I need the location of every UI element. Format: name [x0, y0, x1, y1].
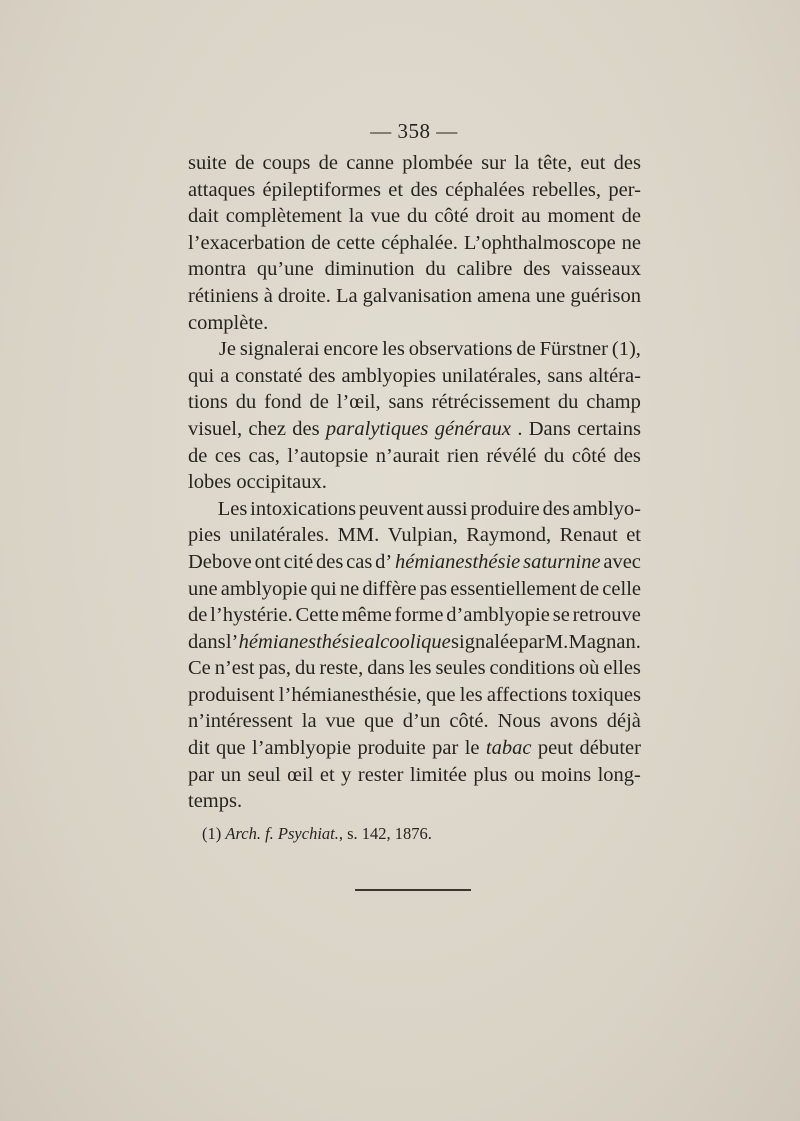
- word: dit: [188, 737, 210, 760]
- word: limitée: [409, 763, 467, 786]
- word: amena: [477, 284, 531, 307]
- word: seules: [435, 657, 486, 680]
- word: l’œil,: [336, 391, 381, 414]
- footnote: [202, 824, 432, 844]
- word: l’autopsie: [287, 444, 369, 467]
- word: sur: [481, 152, 507, 174]
- text-line: [188, 256, 641, 283]
- italic-word: saturnine: [523, 550, 601, 573]
- word: elles: [603, 657, 641, 680]
- word: chez: [248, 417, 286, 440]
- word: amblyo-: [572, 497, 641, 520]
- word: la: [348, 205, 364, 228]
- text-line: [188, 522, 641, 549]
- text-line: [188, 549, 641, 576]
- word: des: [613, 444, 641, 467]
- word: signalée: [451, 630, 519, 653]
- word: long-: [597, 763, 641, 786]
- italic-word: hémianesthésie: [238, 630, 364, 653]
- word: pas,: [258, 657, 291, 680]
- text-line: [188, 363, 641, 390]
- text-line: [188, 336, 641, 363]
- word: Magnan.: [568, 630, 641, 653]
- text-run: temps.: [188, 790, 243, 813]
- word: les: [459, 683, 483, 706]
- text-line: [188, 762, 641, 789]
- word: rétiniens: [188, 284, 259, 307]
- word: moment: [547, 205, 615, 228]
- word: plombée: [402, 152, 473, 174]
- word: sans: [388, 391, 424, 414]
- word: au: [521, 205, 541, 228]
- word: guérison: [570, 284, 641, 307]
- word: seul: [247, 763, 281, 786]
- word: tions: [188, 391, 228, 414]
- word: certains: [577, 417, 641, 440]
- word: cité: [283, 550, 314, 573]
- word: altéra-: [588, 364, 641, 387]
- word: que: [216, 737, 246, 760]
- word: céphalées: [445, 178, 525, 201]
- word: encore: [323, 338, 379, 361]
- word: rester: [357, 763, 404, 786]
- word: produisent: [188, 683, 275, 706]
- text-line: [188, 629, 641, 656]
- text-line: [188, 177, 641, 204]
- word: d’: [375, 550, 393, 573]
- word: cette: [336, 231, 376, 254]
- word: pas: [419, 577, 448, 600]
- text-line: [188, 283, 641, 310]
- text-line: [188, 416, 641, 443]
- word: y: [341, 763, 352, 786]
- word: peuvent: [358, 497, 424, 520]
- end-rule: [355, 889, 471, 891]
- word: unilatérales.: [229, 524, 330, 547]
- word: de: [516, 338, 536, 361]
- word: L’ophthalmoscope: [463, 231, 616, 254]
- word: les: [408, 657, 432, 680]
- word: fond: [264, 391, 302, 414]
- word: sans: [547, 364, 583, 387]
- word: et: [388, 178, 404, 201]
- word: reste,: [319, 657, 364, 680]
- text-line: [188, 389, 641, 416]
- word: Raymond,: [466, 524, 552, 547]
- word: intoxications: [250, 497, 357, 520]
- text-line: [188, 576, 641, 603]
- word: une: [535, 284, 566, 307]
- word: M.: [544, 630, 569, 653]
- word: qui: [188, 364, 215, 387]
- word: l’hystérie.: [210, 604, 293, 627]
- word: des: [410, 178, 438, 201]
- word: côté: [571, 444, 607, 467]
- word: moins: [540, 763, 592, 786]
- word: du: [543, 444, 565, 467]
- word: par: [432, 737, 459, 760]
- word: cas,: [248, 444, 280, 467]
- word: un: [220, 763, 242, 786]
- footnote-source: Arch. f. Psychiat.: [225, 824, 339, 843]
- text-line: [188, 682, 641, 709]
- word: essentiellement: [450, 577, 577, 600]
- word: de: [188, 444, 208, 467]
- word: forme: [394, 604, 444, 627]
- word: n’est: [214, 657, 255, 680]
- word: de: [234, 152, 255, 174]
- word: révélé: [486, 444, 537, 467]
- word: .: [517, 417, 523, 440]
- word: droit: [475, 205, 515, 228]
- word: galvanisation: [362, 284, 472, 307]
- text-line: [188, 496, 641, 523]
- word: calibre: [456, 258, 513, 281]
- word: le: [464, 737, 480, 760]
- word: déjà: [606, 710, 641, 733]
- text-line: [188, 469, 641, 496]
- word: coups: [262, 152, 311, 174]
- word: observations: [408, 338, 513, 361]
- word: produire: [470, 497, 540, 520]
- word: dait: [188, 205, 219, 228]
- text-line: [188, 230, 641, 257]
- word: même: [341, 604, 392, 627]
- word: attaques: [188, 178, 256, 201]
- word: peut: [537, 737, 574, 760]
- word: droite.: [277, 284, 331, 307]
- word: ont: [254, 550, 281, 573]
- word: La: [335, 284, 358, 307]
- word: diffère: [362, 577, 417, 600]
- footnote-marker: (1): [202, 824, 222, 843]
- word: (1),: [611, 338, 641, 361]
- word: l’hémianesthésie,: [278, 683, 422, 706]
- word: d’un: [402, 710, 441, 733]
- word: montra: [188, 258, 247, 281]
- word: visuel,: [188, 417, 243, 440]
- word: retrouve: [572, 604, 641, 627]
- word: céphalée.: [381, 231, 458, 254]
- word: signalerai: [239, 338, 320, 361]
- word: n’aurait: [375, 444, 440, 467]
- word: de: [188, 604, 208, 627]
- word: affections: [486, 683, 568, 706]
- word: pies: [188, 524, 222, 547]
- word: l’exacerbation: [188, 231, 306, 254]
- word: l’amblyopie: [252, 737, 352, 760]
- word: des: [523, 258, 551, 281]
- word: Debove: [188, 550, 252, 573]
- italic-word: tabac: [485, 737, 532, 760]
- word: la: [301, 710, 317, 733]
- word: et: [626, 524, 641, 547]
- word: des: [542, 497, 570, 520]
- word: qu’une: [256, 258, 314, 281]
- word: tête,: [537, 152, 573, 174]
- word: vue: [370, 205, 401, 228]
- word: conditions: [489, 657, 575, 680]
- word: ne: [621, 231, 641, 254]
- word: des: [292, 417, 320, 440]
- word: par: [188, 763, 215, 786]
- word: a: [220, 364, 230, 387]
- word: diminution: [324, 258, 415, 281]
- word: du: [557, 391, 579, 414]
- word: épileptiformes: [262, 178, 381, 201]
- word: du: [294, 657, 316, 680]
- word: des: [613, 152, 641, 174]
- text-line: [188, 788, 641, 815]
- word: ne: [339, 577, 360, 600]
- word: Les: [217, 497, 248, 520]
- word: débuter: [579, 737, 641, 760]
- word: ou: [513, 763, 535, 786]
- word: suite: [188, 152, 227, 174]
- word: champ: [586, 391, 641, 414]
- word: avons: [549, 710, 598, 733]
- word: côté: [434, 205, 469, 228]
- word: produite: [357, 737, 426, 760]
- word: canne: [346, 152, 394, 174]
- word: toxiques: [571, 683, 641, 706]
- word: Nous: [497, 710, 541, 733]
- word: œil: [287, 763, 314, 786]
- text-line: [188, 150, 641, 177]
- body-text: [188, 150, 641, 815]
- word: l’: [225, 630, 239, 653]
- word: vue: [325, 710, 356, 733]
- word: aussi: [426, 497, 468, 520]
- page-number: — 358 —: [370, 119, 458, 143]
- text-line: [188, 655, 641, 682]
- word: de: [579, 577, 600, 600]
- word: à: [263, 284, 273, 307]
- word: rien: [446, 444, 479, 467]
- word: côté.: [449, 710, 489, 733]
- word: du: [235, 391, 257, 414]
- word: du: [407, 205, 428, 228]
- word: rebelles,: [532, 178, 602, 201]
- word: eut: [580, 152, 606, 174]
- word: per-: [608, 178, 641, 201]
- word: de: [318, 152, 338, 174]
- italic-word: alcoolique: [364, 630, 451, 653]
- word: les: [382, 338, 405, 361]
- word: de: [621, 205, 641, 228]
- word: constaté: [235, 364, 303, 387]
- word: des: [316, 550, 344, 573]
- footnote-rest: , s. 142, 1876.: [338, 824, 432, 843]
- text-run: lobes occipitaux.: [188, 471, 327, 494]
- word: Cette: [295, 604, 339, 627]
- word: Dans: [528, 417, 571, 440]
- word: du: [425, 258, 446, 281]
- word: ces: [214, 444, 242, 467]
- word: Renaut: [559, 524, 618, 547]
- word: rétrécissement: [431, 391, 551, 414]
- word: se: [552, 604, 570, 627]
- text-line: [188, 602, 641, 629]
- word: par: [518, 630, 545, 653]
- word: dans: [188, 630, 226, 653]
- text-line: [188, 443, 641, 470]
- text-line: [188, 310, 641, 337]
- word: la: [514, 152, 530, 174]
- word: Je: [218, 338, 236, 361]
- word: amblyopie: [220, 577, 308, 600]
- text-line: [188, 203, 641, 230]
- word: avec: [603, 550, 641, 573]
- word: de: [311, 231, 331, 254]
- word: amblyopies: [341, 364, 436, 387]
- word: Vulpian,: [387, 524, 458, 547]
- word: Ce: [188, 657, 211, 680]
- word: une: [188, 577, 218, 600]
- word: dans: [367, 657, 405, 680]
- italic-word: hémianesthésie: [395, 550, 521, 573]
- word: celle: [602, 577, 641, 600]
- word: n’intéressent: [188, 710, 293, 733]
- text-run: complète.: [188, 311, 269, 334]
- text-line: [188, 735, 641, 762]
- word: cas: [346, 550, 373, 573]
- word: que: [364, 710, 394, 733]
- word: d’amblyopie: [446, 604, 550, 627]
- text-line: [188, 708, 641, 735]
- word: et: [319, 763, 335, 786]
- word: unilatérales,: [441, 364, 542, 387]
- word: plus: [473, 763, 508, 786]
- word: MM.: [337, 524, 380, 547]
- word: Fürstner: [539, 338, 608, 361]
- word: qui: [310, 577, 337, 600]
- word: où: [578, 657, 600, 680]
- italic-word: généraux: [434, 417, 511, 440]
- italic-word: paralytiques: [325, 417, 429, 440]
- word: vaisseaux: [561, 258, 641, 281]
- word: de: [309, 391, 329, 414]
- word: que: [425, 683, 456, 706]
- word: complètement: [225, 205, 342, 228]
- word: des: [308, 364, 336, 387]
